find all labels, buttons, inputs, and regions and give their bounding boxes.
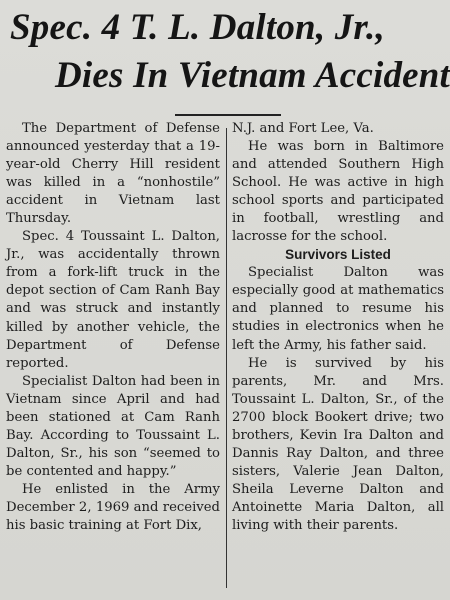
subheading: Survivors Listed [285, 247, 391, 263]
article-column-2 [232, 120, 444, 535]
paragraph: Specialist Dalton was especially good at mathematics and planned to resume his studies in electronics when he left the Army, his father said. [232, 265, 444, 353]
headline-rule [175, 114, 281, 116]
paragraph: He was born in Baltimore and attended Southern High School. He was active in high school sports and participated in football, wrestling and lacrosse for the school. [232, 139, 444, 245]
headline-line-1: Spec. 4 T. L. Dalton, Jr., [10, 7, 385, 48]
paragraph: The Department of Defense announced yesterday that a 19-year-old Cherry Hill resident was killed in a “nonhostile” accident in Vietnam last Thursday. [6, 121, 220, 227]
paragraph: He is survived by his parents, Mr. and Mrs. Toussaint L. Dalton, Sr., of the 2700 block Bookert drive; two brothers, Kevin Ira Dalton and Dannis Ray Dalton, and three sisters, Valerie Jean Dalton, Sheila Leverne Dalton and Antoinette Maria Dalton, all living with their parents. [232, 355, 444, 533]
column-divider [226, 128, 227, 588]
article-column-1 [6, 120, 220, 535]
headline-line-2: Dies In Vietnam Accident [55, 55, 450, 96]
paragraph: Specialist Dalton had been in Vietnam since April and had been stationed at Cam Ranh Bay. According to Toussaint L. Dalton, Sr., his son “seemed to be contented and happy.” [6, 373, 220, 479]
paragraph: Spec. 4 Toussaint L. Dalton, Jr., was accidentally thrown from a fork-lift truck in the depot section of Cam Ranh Bay and was struck and instantly killed by another vehicle, the Department of Defense reported. [6, 229, 220, 371]
paragraph: He enlisted in the Army December 2, 1969 and received his basic training at Fort Dix, [6, 481, 220, 534]
paragraph-continuation: N.J. and Fort Lee, Va. [232, 121, 374, 136]
